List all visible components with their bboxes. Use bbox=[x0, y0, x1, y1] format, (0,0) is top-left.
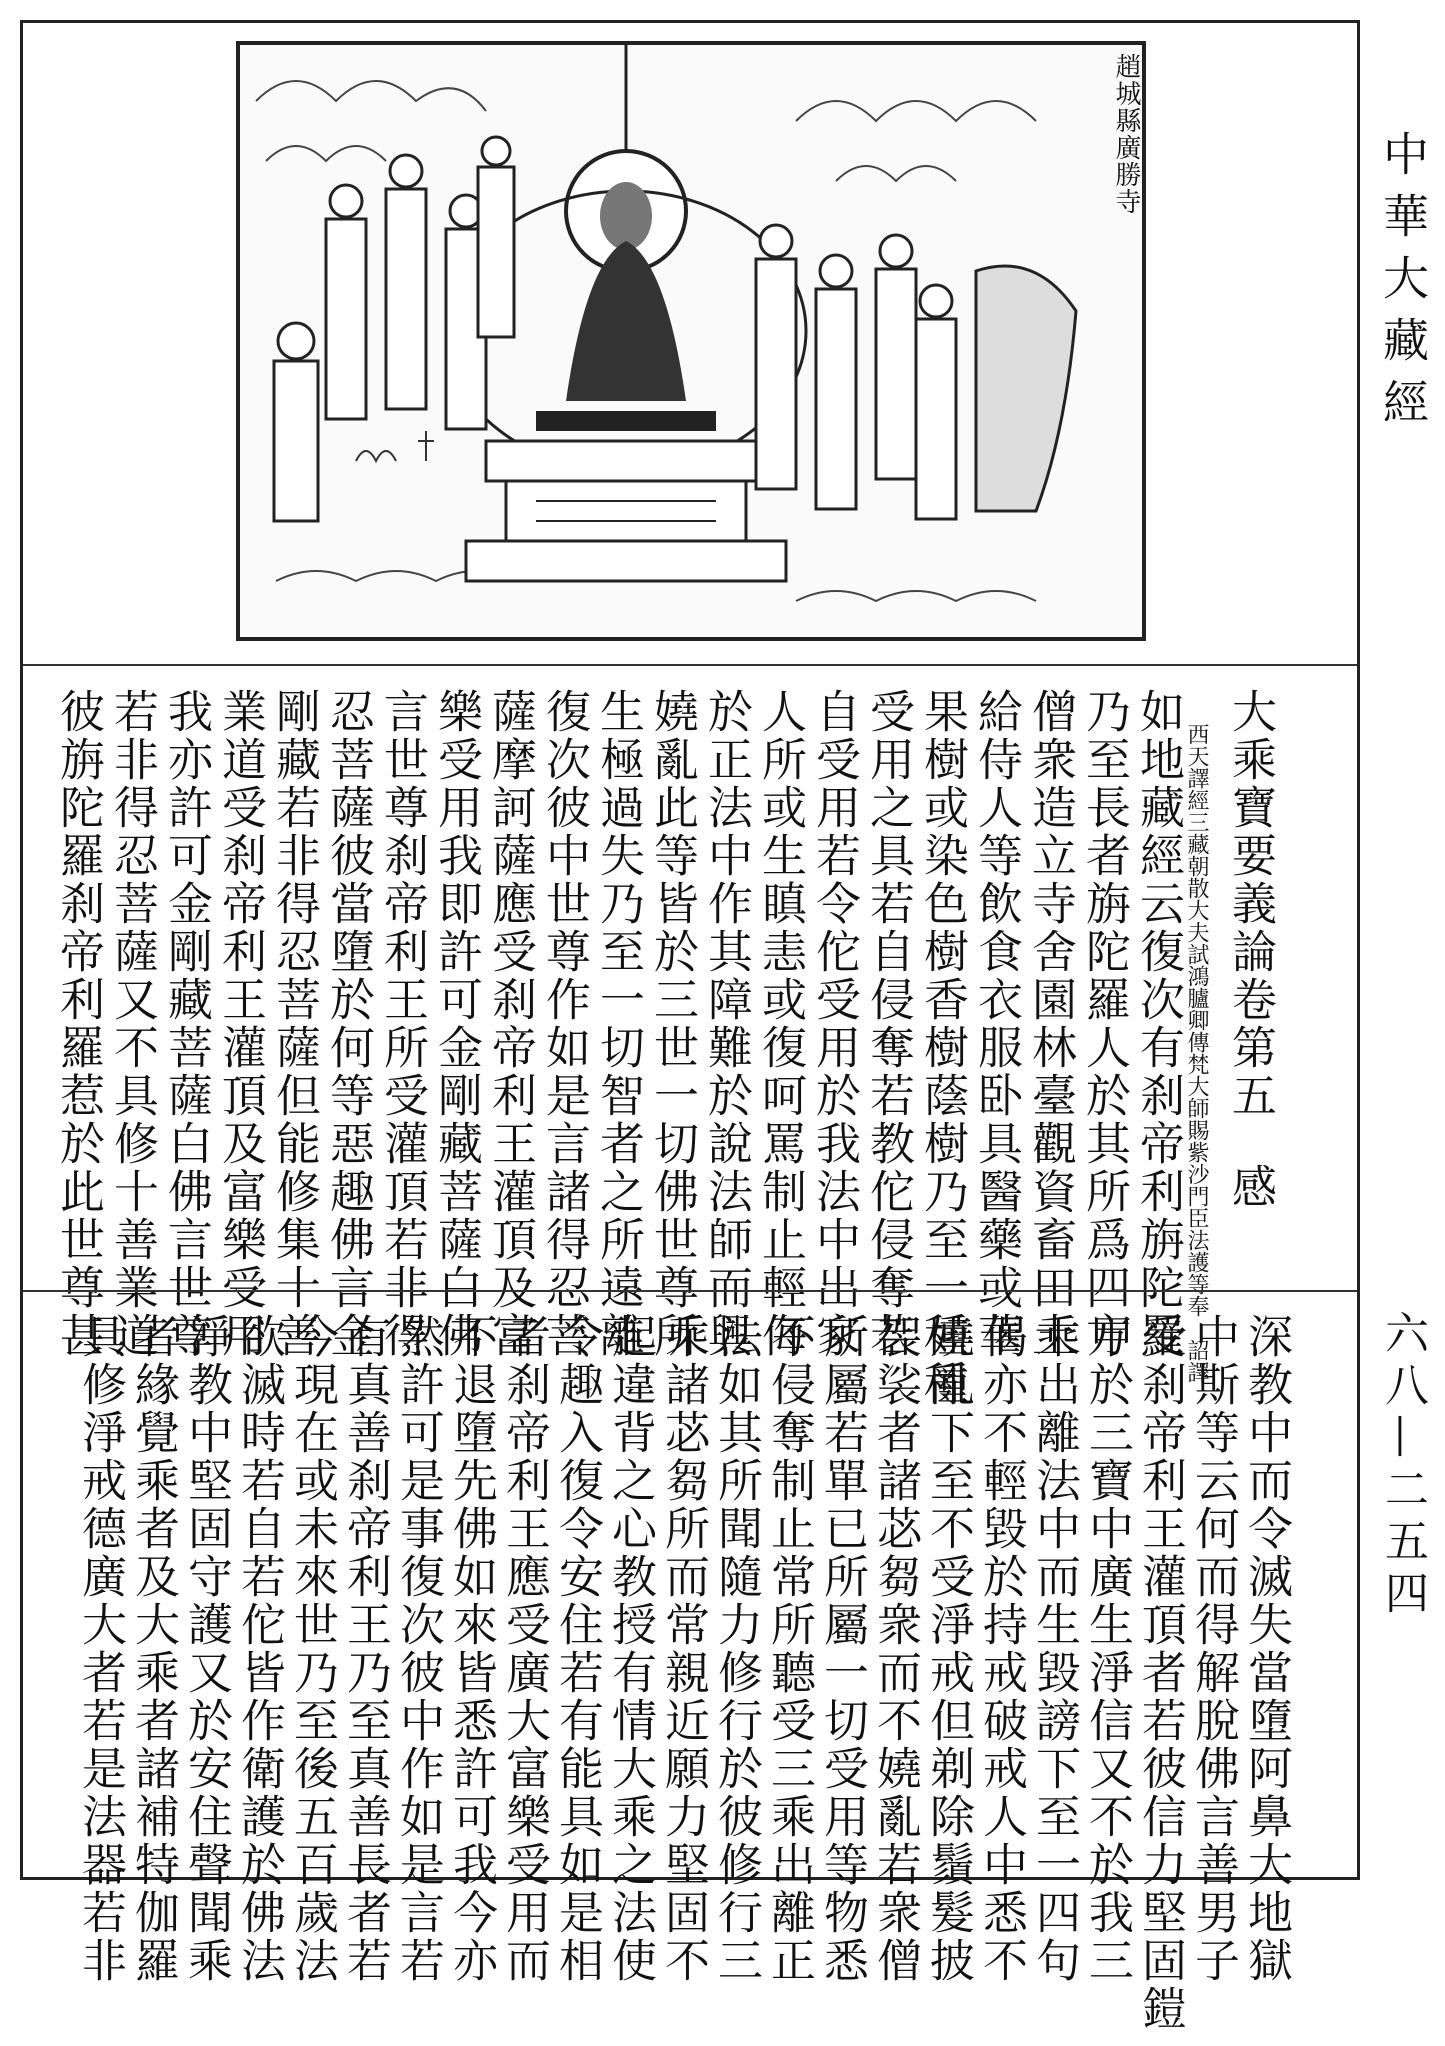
text-column: 者刹帝利王應受廣大富樂受用而 bbox=[498, 1313, 551, 1985]
text-column: 甲於三寶中廣生淨信又不於我三 bbox=[1081, 1313, 1134, 1985]
text-column: 今現在或未來世乃至後五百歲法 bbox=[286, 1313, 339, 1985]
text-column: 自受用若令佗受用於我法中出家 bbox=[808, 688, 861, 1360]
text-column: 彼旃陀羅刹帝利羅惹於此世尊甚 bbox=[52, 688, 105, 1360]
page-frame bbox=[20, 20, 1360, 2033]
text-column: 剛藏若非得忍菩薩但能修集十善 bbox=[268, 688, 321, 1360]
text-column: 起違背之心教授有情大乘之法使 bbox=[604, 1313, 657, 1985]
text-column: 不退墮先佛如來皆悉許可我今亦 bbox=[445, 1313, 498, 1985]
text-column: 忍菩薩彼當墮於何等惡趣佛言金 bbox=[322, 688, 375, 1360]
text-column: 果樹或染色樹香樹蔭樹乃至一種種 bbox=[916, 688, 969, 1408]
text-column: 受用之具若自侵奪若教佗侵奪若 bbox=[862, 688, 915, 1360]
page-number: 六八—二五四 bbox=[1377, 1310, 1428, 1622]
text-column: 中斯等云何而得解脫佛言善男子 bbox=[1187, 1313, 1240, 1985]
text-column: 欲滅時若自若佗皆作衛護於佛法 bbox=[233, 1313, 286, 1985]
text-column: 所屬若單已所屬一切受用等物悉 bbox=[816, 1313, 869, 1985]
text-column: 深教中而令滅失當墮阿鼻大地獄 bbox=[1240, 1313, 1293, 1985]
text-column: 人所或生瞋恚或復呵罵制止輕侮 bbox=[754, 688, 807, 1360]
scroll-title: 大乘寶要義論卷第五 bbox=[1224, 688, 1277, 1120]
text-column: 我亦許可金剛藏菩薩白佛言世尊 bbox=[160, 688, 213, 1360]
text-column: 受刹帝利王灌頂者若彼信力堅固鎧 bbox=[1134, 1313, 1187, 2033]
volume-character: 感 bbox=[1224, 1163, 1277, 1211]
text-column: 袈裟者諸苾芻衆而不嬈亂若衆僧 bbox=[869, 1313, 922, 1985]
text-column: 乘出離法中而生毀謗下至一四句 bbox=[1028, 1313, 1081, 1985]
text-column: 復次彼中世尊作如是言諸得忍菩 bbox=[538, 688, 591, 1360]
text-column: 有真善刹帝利王乃至真善長者若 bbox=[339, 1313, 392, 1985]
text-column: 嬈亂此等皆於三世一切佛世尊所 bbox=[646, 688, 699, 1360]
text-column: 若非得忍菩薩又不具修十善業道 bbox=[106, 688, 159, 1360]
text-column: 僧衆造立寺舍園林臺觀資畜田土 bbox=[1024, 688, 1077, 1360]
temple-label: 趙城縣廣勝寺 bbox=[1111, 53, 1141, 215]
text-column: 者緣覺乘者及大乘者諸補特伽羅 bbox=[127, 1313, 180, 1985]
collection-title: 中華大藏經 bbox=[1376, 130, 1430, 440]
text-column: 不侵奪制止常所聽受三乘出離正 bbox=[763, 1313, 816, 1985]
text-column: 薩摩訶薩應受刹帝利王灌頂及富 bbox=[484, 688, 537, 1360]
text-column: 乃至長者旃陀羅人於其所爲四方 bbox=[1078, 688, 1131, 1360]
text-column: 生極過失乃至一切智者之所遠離 bbox=[592, 688, 645, 1360]
text-column: 於正法中作其障難於說法師而興 bbox=[700, 688, 753, 1360]
text-column: 淨教中堅固守護又於安住聲聞乘 bbox=[180, 1313, 233, 1985]
translator-line: 西天譯經三藏朝散大夫試鴻臚卿傳梵大師賜紫沙門臣法護等奉 詔譯 bbox=[1184, 723, 1209, 1383]
text-column: 業道受刹帝利王灌頂及富樂受用 bbox=[214, 688, 267, 1360]
text-column: 令趣入復令安住若有能具如是相 bbox=[551, 1313, 604, 1985]
section-divider bbox=[23, 1290, 1357, 1292]
text-column: 具修淨戒德廣大者若是法器若非 bbox=[74, 1313, 127, 1985]
text-column: 言世尊刹帝利王所受灌頂若非得 bbox=[376, 688, 429, 1360]
buddha-assembly-woodcut-icon bbox=[236, 41, 1146, 641]
text-column: 樂受用我即許可金剛藏菩薩白佛 bbox=[430, 688, 483, 1360]
text-column: 法如其所聞隨力修行於彼修行三 bbox=[710, 1313, 763, 1985]
text-column: 嬈亂下至不受淨戒但剃除鬚髮披 bbox=[922, 1313, 975, 1985]
woodcut-illustration bbox=[236, 41, 1146, 641]
text-column: 乘諸苾芻所而常親近願力堅固不 bbox=[657, 1313, 710, 1985]
text-column: 給侍人等飲食衣服卧具醫藥或華 bbox=[970, 688, 1023, 1360]
text-column: 然許可是事復次彼中作如是言若 bbox=[392, 1313, 445, 1985]
section-divider bbox=[23, 664, 1357, 666]
text-column: 如地藏經云復次有刹帝利旃陀羅 bbox=[1132, 688, 1185, 1360]
text-column: 偈亦不輕毀於持戒破戒人中悉不 bbox=[975, 1313, 1028, 1985]
